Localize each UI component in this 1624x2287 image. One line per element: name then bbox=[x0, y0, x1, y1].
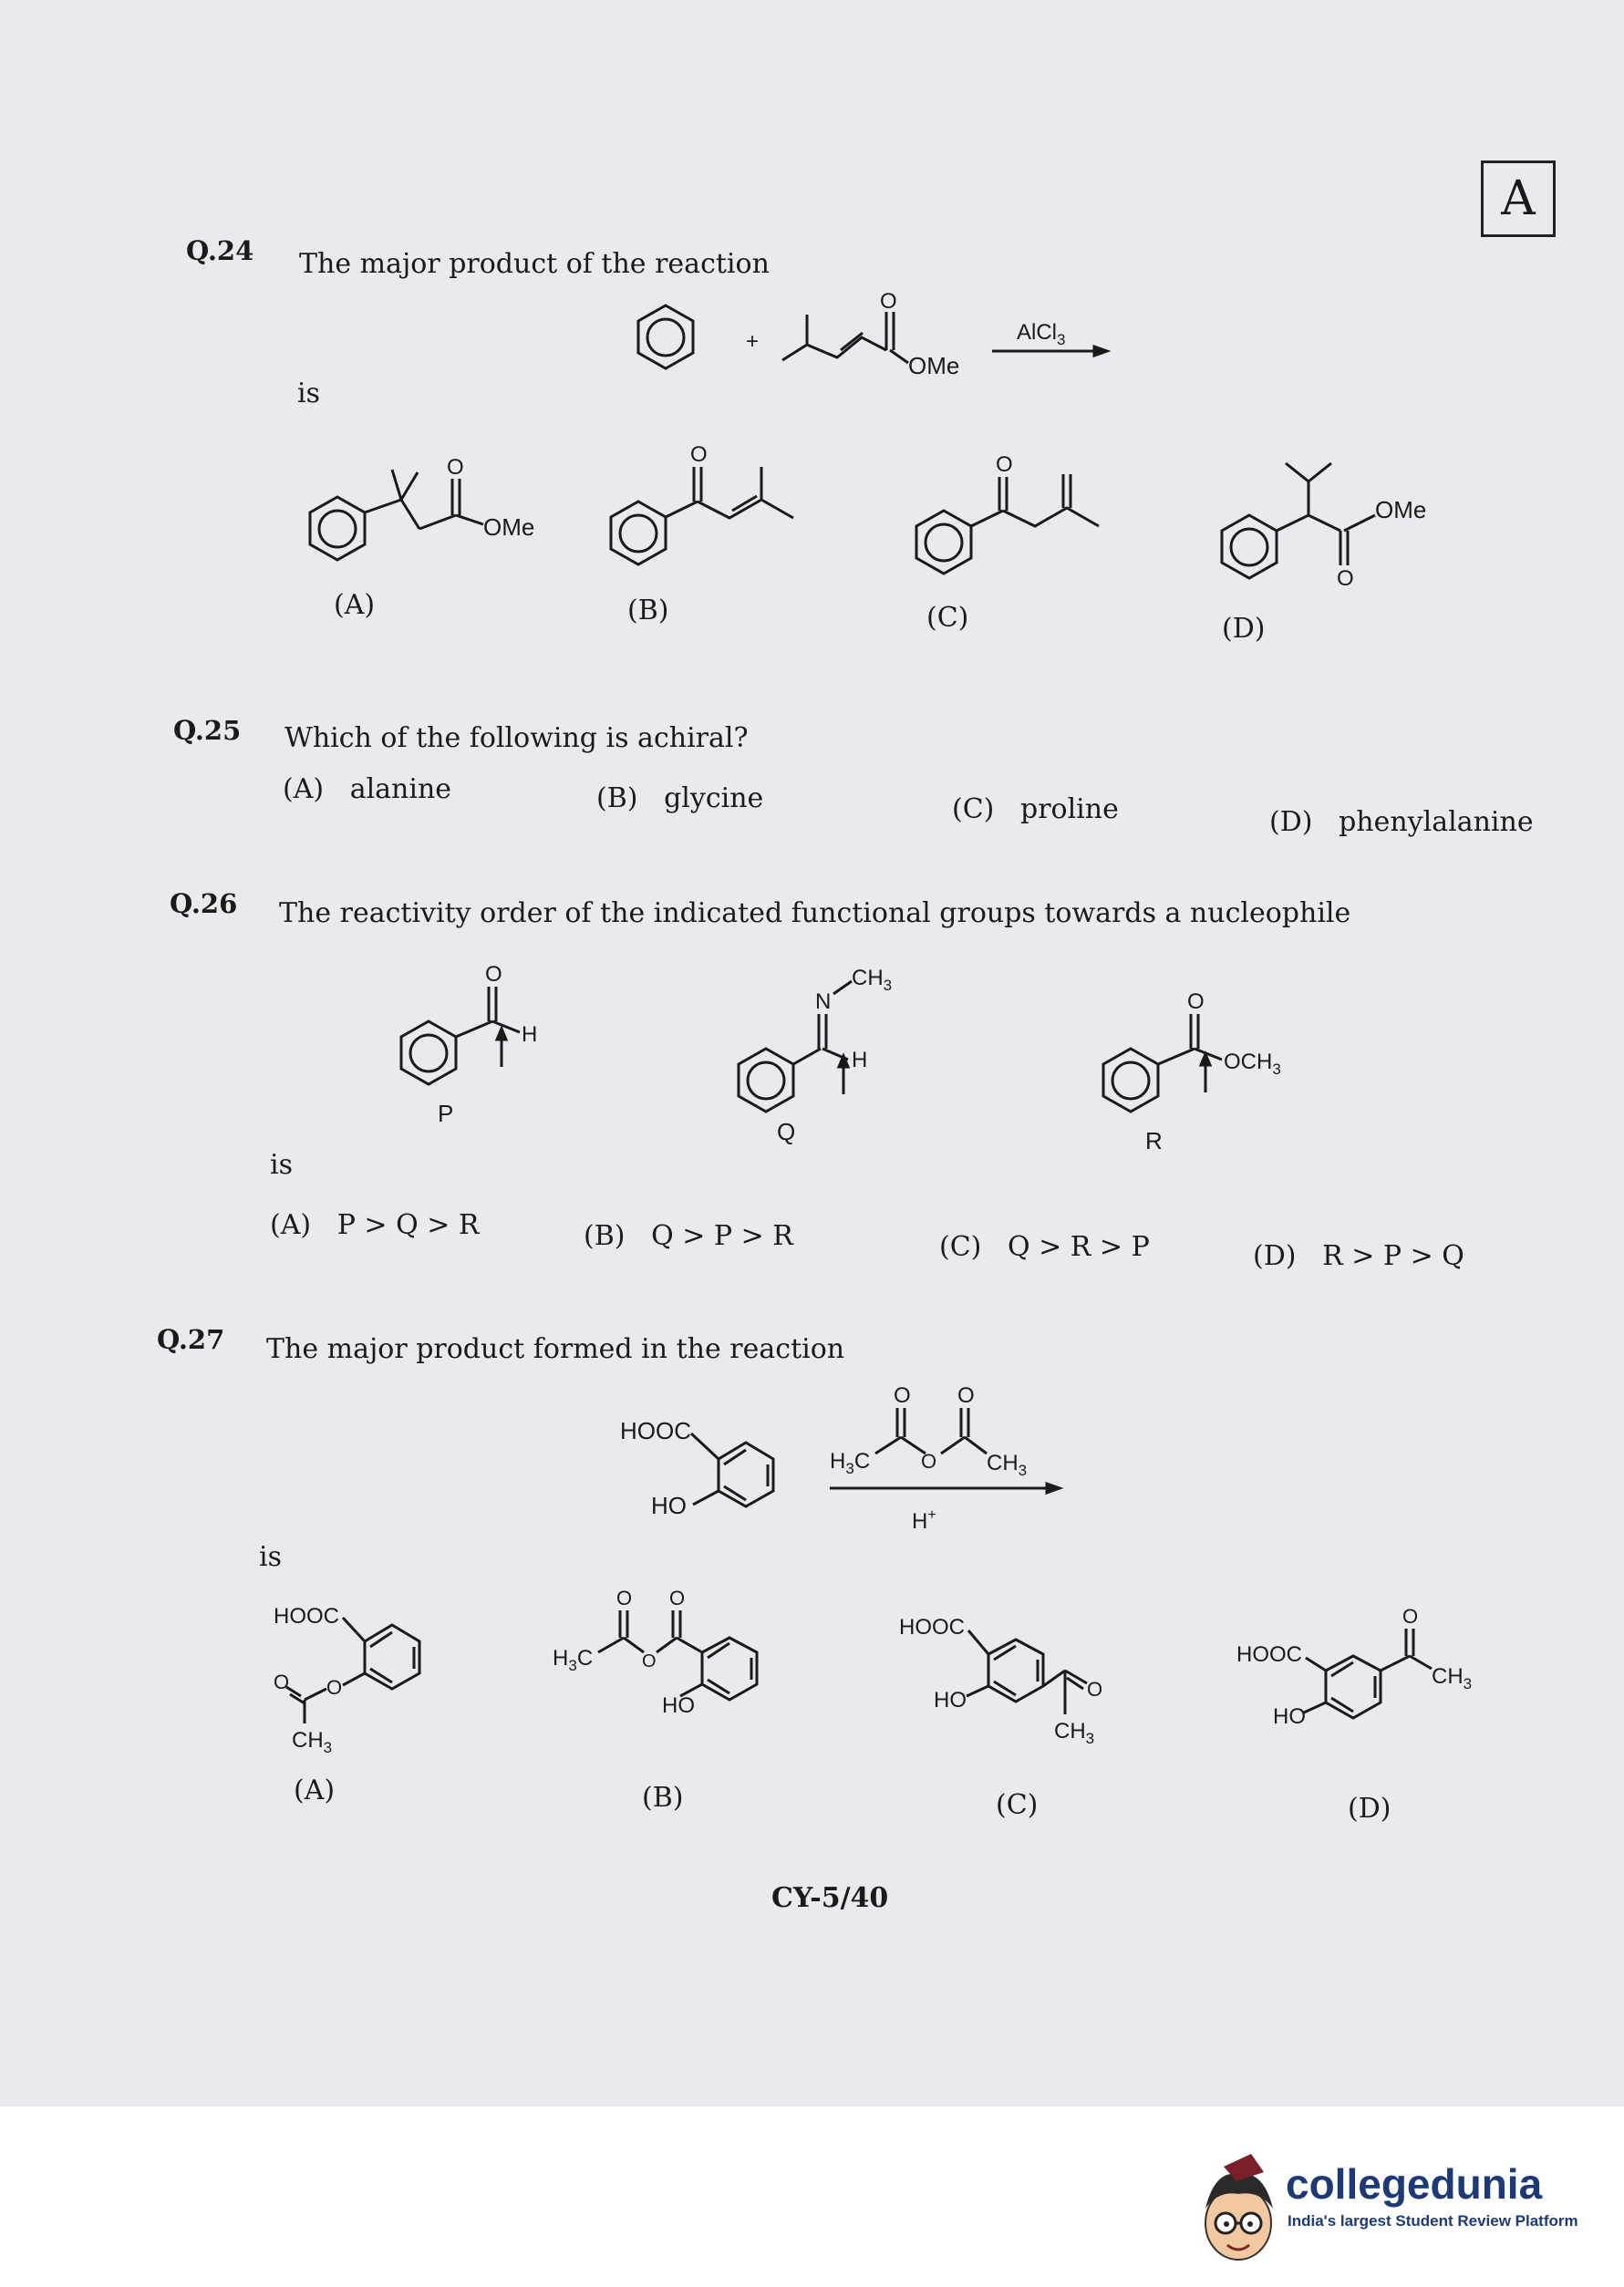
svg-text:O: O bbox=[274, 1671, 290, 1693]
svg-text:O: O bbox=[485, 962, 502, 987]
q27-option-c: (C) bbox=[996, 1789, 1039, 1821]
q27-option-d-structure bbox=[1236, 1605, 1510, 1778]
svg-text:O: O bbox=[326, 1676, 343, 1699]
q26-number: Q.26 bbox=[170, 888, 238, 919]
svg-text:N: N bbox=[815, 989, 832, 1014]
q24-option-d-structure bbox=[1213, 438, 1468, 593]
q27-d-ch3: $CH_3$ bbox=[1432, 1664, 1473, 1692]
set-code-box bbox=[1481, 160, 1556, 237]
svg-text:O: O bbox=[957, 1383, 975, 1408]
q25-option-c: (C) proline bbox=[952, 793, 1119, 825]
q27-reaction-scheme bbox=[611, 1377, 1249, 1559]
svg-text:HO: HO bbox=[1273, 1704, 1306, 1729]
svg-text:OMe: OMe bbox=[483, 513, 535, 541]
q26-och3: $OCH_3$ bbox=[1224, 1050, 1281, 1078]
svg-text:HOOC: HOOC bbox=[899, 1615, 965, 1640]
svg-text:HO: HO bbox=[651, 1492, 687, 1519]
q27-option-d: (D) bbox=[1348, 1793, 1391, 1825]
svg-text:HOOC: HOOC bbox=[620, 1417, 691, 1444]
svg-text:O: O bbox=[447, 455, 464, 480]
svg-text:+: + bbox=[746, 329, 760, 354]
q27-anhydride-ch3: $CH_3$ bbox=[987, 1451, 1028, 1479]
q26-option-a: (A) P > Q > R bbox=[270, 1209, 480, 1241]
svg-text:Q: Q bbox=[777, 1118, 796, 1145]
svg-text:H: H bbox=[522, 1022, 538, 1047]
q27-option-a: (A) bbox=[294, 1775, 336, 1806]
q24-option-c: (C) bbox=[926, 602, 969, 634]
q25-option-b: (B) glycine bbox=[596, 782, 764, 814]
collegedunia-mascot-icon bbox=[1196, 2154, 1280, 2274]
q27-option-b: (B) bbox=[642, 1782, 684, 1814]
q27-b-h3c: $H_3C$ bbox=[553, 1646, 594, 1674]
svg-text:O: O bbox=[1087, 1678, 1103, 1701]
q27-option-a-structure bbox=[274, 1587, 474, 1760]
q27-a-ch3: $CH_3$ bbox=[292, 1728, 333, 1756]
svg-text:O: O bbox=[894, 1383, 911, 1408]
svg-text:R: R bbox=[1145, 1127, 1163, 1154]
q24-is: is bbox=[297, 378, 320, 409]
set-code: A bbox=[1501, 171, 1536, 226]
q24-option-b-structure bbox=[602, 442, 839, 584]
q26-structure-r bbox=[1094, 976, 1331, 1158]
svg-text:HO: HO bbox=[934, 1688, 967, 1713]
svg-text:HO: HO bbox=[662, 1693, 695, 1718]
svg-text:HOOC: HOOC bbox=[274, 1604, 339, 1629]
svg-text:O: O bbox=[669, 1587, 686, 1609]
svg-text:O: O bbox=[996, 452, 1013, 477]
svg-text:OMe: OMe bbox=[1375, 496, 1427, 523]
svg-text:O: O bbox=[616, 1587, 633, 1609]
q26-ch3: $CH_3$ bbox=[852, 966, 893, 994]
q26-structure-p bbox=[392, 957, 574, 1131]
q26-structure-q bbox=[729, 957, 948, 1149]
q25-option-a: (A) alanine bbox=[283, 773, 452, 805]
svg-text:O: O bbox=[1187, 989, 1205, 1014]
q24-reaction-scheme bbox=[620, 283, 1131, 401]
q27-is: is bbox=[259, 1541, 282, 1573]
svg-text:O: O bbox=[642, 1651, 657, 1671]
brand-tagline: India's largest Student Review Platform bbox=[1288, 2212, 1578, 2230]
q26-option-c: (C) Q > R > P bbox=[939, 1231, 1150, 1263]
q27-anhydride-h3c: $H_3C$ bbox=[830, 1449, 871, 1477]
q26-text: The reactivity order of the indicated functional groups towards a nucleophile bbox=[279, 897, 1351, 929]
svg-text:O: O bbox=[1402, 1605, 1419, 1628]
q25-option-d: (D) phenylalanine bbox=[1269, 806, 1534, 838]
q27-option-c-structure bbox=[894, 1605, 1131, 1787]
page-number: CY-5/40 bbox=[771, 1882, 889, 1914]
q27-acid: H+ bbox=[912, 1507, 936, 1534]
q24-text: The major product of the reaction bbox=[299, 248, 770, 280]
q26-option-b: (B) Q > P > R bbox=[584, 1220, 793, 1252]
svg-text:P: P bbox=[438, 1100, 454, 1127]
q27-option-b-structure bbox=[553, 1587, 817, 1760]
q26-is: is bbox=[270, 1149, 293, 1181]
q25-text: Which of the following is achiral? bbox=[284, 722, 749, 754]
svg-text:O: O bbox=[1337, 566, 1354, 591]
q26-option-d: (D) R > P > Q bbox=[1253, 1240, 1464, 1272]
q25-number: Q.25 bbox=[173, 715, 242, 746]
q24-option-b: (B) bbox=[627, 595, 669, 626]
q27-c-ch3: $CH_3$ bbox=[1054, 1719, 1095, 1747]
svg-text:O: O bbox=[921, 1450, 937, 1473]
q24-option-a: (A) bbox=[334, 589, 376, 621]
q24-number: Q.24 bbox=[186, 235, 254, 266]
q24-option-d: (D) bbox=[1222, 613, 1266, 645]
brand-name[interactable]: collegedunia bbox=[1286, 2160, 1543, 2208]
q24-option-a-structure bbox=[301, 438, 602, 574]
svg-text:O: O bbox=[690, 442, 708, 467]
q27-number: Q.27 bbox=[157, 1324, 225, 1355]
svg-text:H: H bbox=[852, 1048, 868, 1072]
svg-text:OMe: OMe bbox=[908, 352, 960, 379]
q24-reagent: AlCl$_3$ bbox=[1017, 320, 1066, 348]
svg-text:O: O bbox=[880, 289, 897, 314]
q27-text: The major product formed in the reaction bbox=[266, 1333, 845, 1365]
q24-option-c-structure bbox=[907, 451, 1144, 588]
svg-text:HOOC: HOOC bbox=[1236, 1642, 1302, 1667]
